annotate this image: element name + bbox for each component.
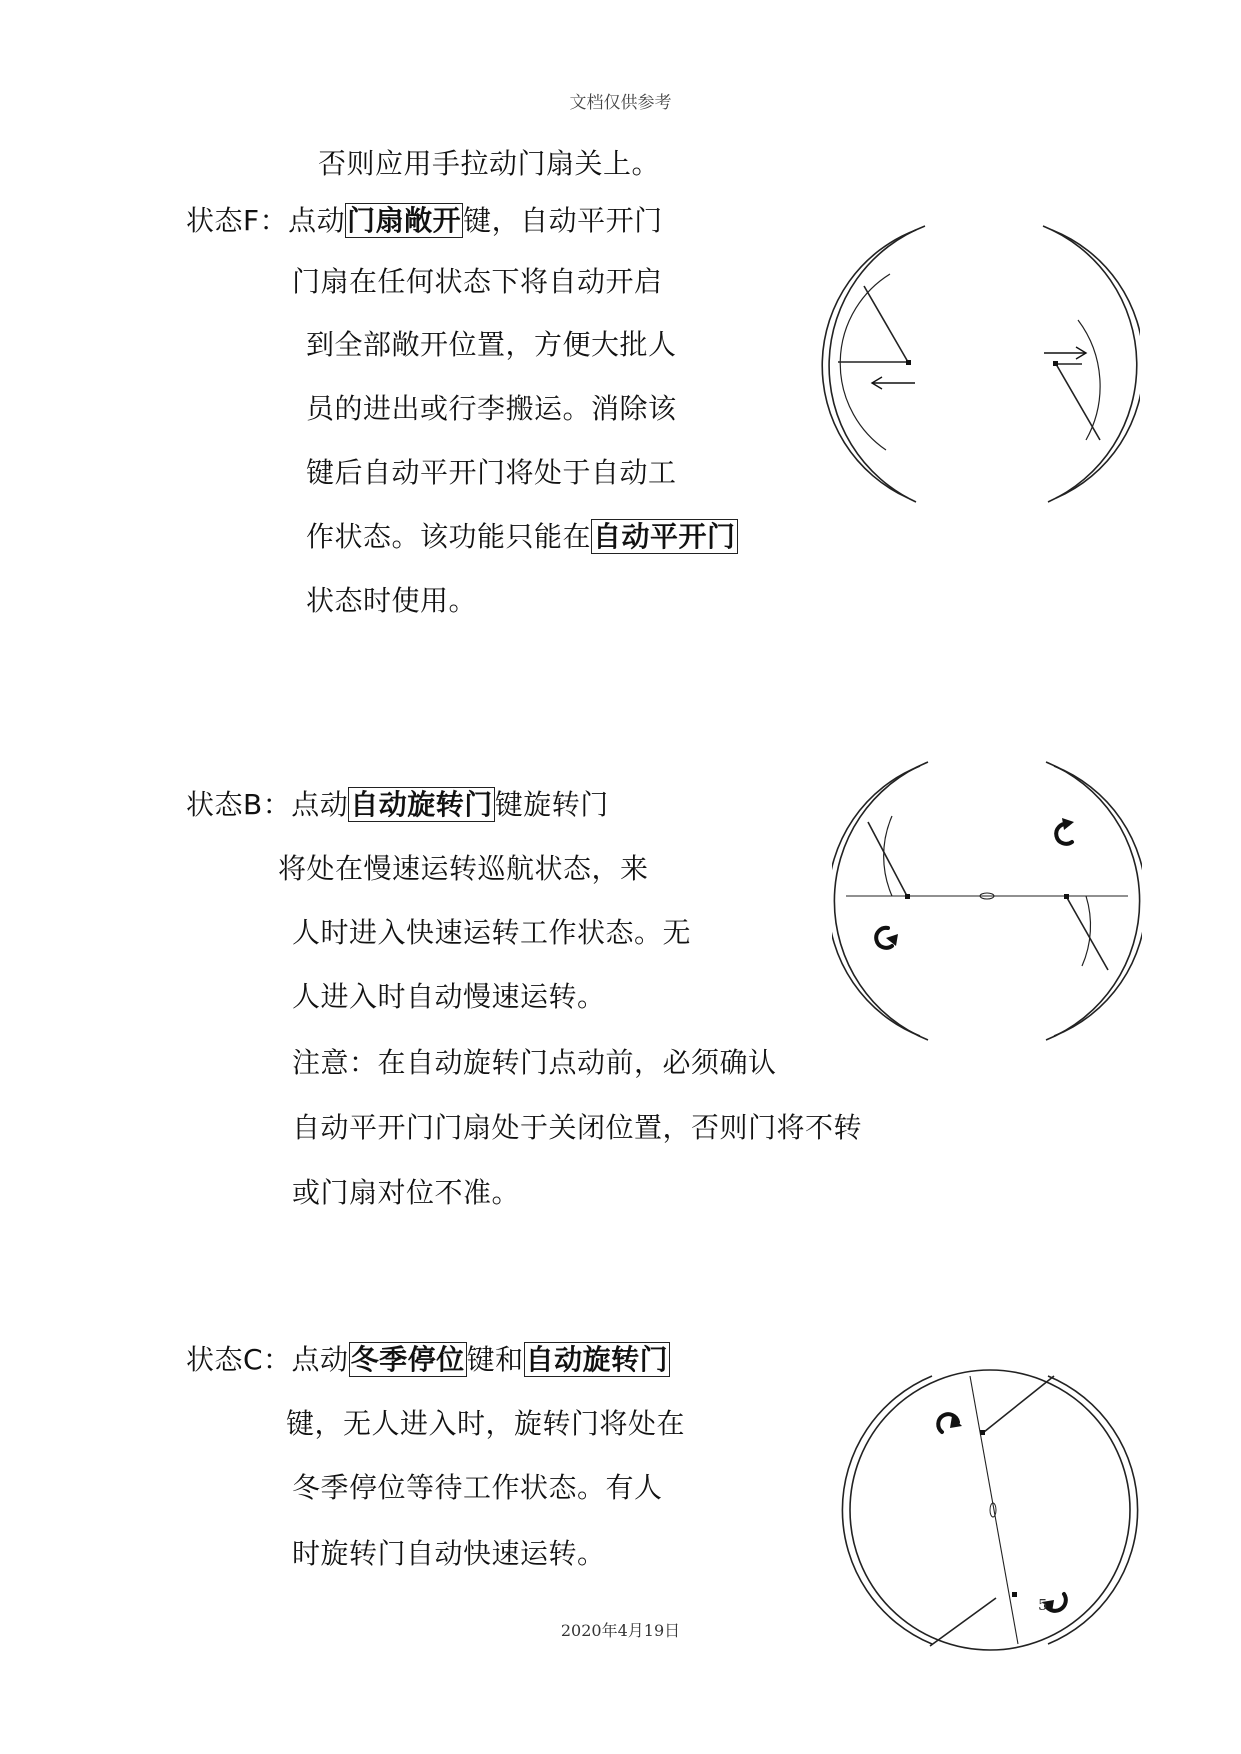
section-c-heading — [186, 1341, 670, 1379]
section-f-line: 键后自动平开门将处于自动工 — [306, 456, 677, 489]
section-f-line: 员的进出或行李搬运。消除该 — [306, 392, 677, 425]
section-c-middle: 键和 — [466, 1343, 524, 1376]
section-f-line-key — [306, 518, 738, 556]
section-b-note: 自动平开门门扇处于关闭位置，否则门将不转 — [292, 1111, 863, 1144]
section-f-lead: 否则应用手拉动门扇关上。 — [318, 147, 661, 180]
key-winter-stop: 冬季停位 — [350, 1343, 465, 1376]
key-auto-revolving-door-2: 自动旋转门 — [525, 1343, 669, 1376]
winter-stop-diagram — [832, 1360, 1142, 1660]
section-c-line: 键，无人进入时，旋转门将处在 — [286, 1407, 686, 1440]
section-f-pre-key: 作状态。该功能只能在 — [306, 520, 592, 553]
section-f-after-key: 键，自动平开门 — [463, 204, 663, 237]
section-b-line: 将处在慢速运转巡航状态，来 — [278, 852, 649, 885]
section-c-label: 状态C：点动 — [186, 1343, 349, 1376]
section-b-label: 状态B：点动 — [186, 788, 349, 821]
key-door-open: 门扇敞开 — [347, 204, 462, 237]
section-b-note: 注意：在自动旋转门点动前，必须确认 — [292, 1046, 777, 1079]
section-f-line: 门扇在任何状态下将自动开启 — [292, 265, 663, 298]
section-f-label: 状态F：点动 — [186, 204, 346, 237]
section-f-line: 到全部敞开位置，方便大批人 — [306, 328, 677, 361]
pivot-icon — [1053, 361, 1058, 366]
pivot-icon — [906, 360, 911, 365]
revolving-door-diagram — [832, 756, 1142, 1046]
section-b-heading — [186, 786, 609, 824]
key-auto-revolving-door: 自动旋转门 — [350, 788, 493, 821]
section-c-line: 冬季停位等待工作状态。有人 — [292, 1471, 663, 1504]
page-footer-date: 2020年4月19日 — [560, 1621, 681, 1640]
section-b-line: 人时进入快速运转工作状态。无 — [292, 916, 692, 949]
section-b-line: 人进入时自动慢速运转。 — [292, 980, 606, 1013]
key-auto-swing-door: 自动平开门 — [593, 520, 736, 553]
section-f-last-line: 状态时使用。 — [306, 584, 478, 617]
page-number: 5 — [1038, 1596, 1048, 1614]
door-open-diagram — [820, 220, 1140, 510]
section-f-heading — [186, 202, 663, 240]
section-b-after-key: 键旋转门 — [494, 788, 609, 821]
section-b-note: 或门扇对位不准。 — [292, 1176, 521, 1209]
section-c-line: 时旋转门自动快速运转。 — [292, 1537, 606, 1570]
page-header: 文档仅供参考 — [569, 93, 672, 113]
